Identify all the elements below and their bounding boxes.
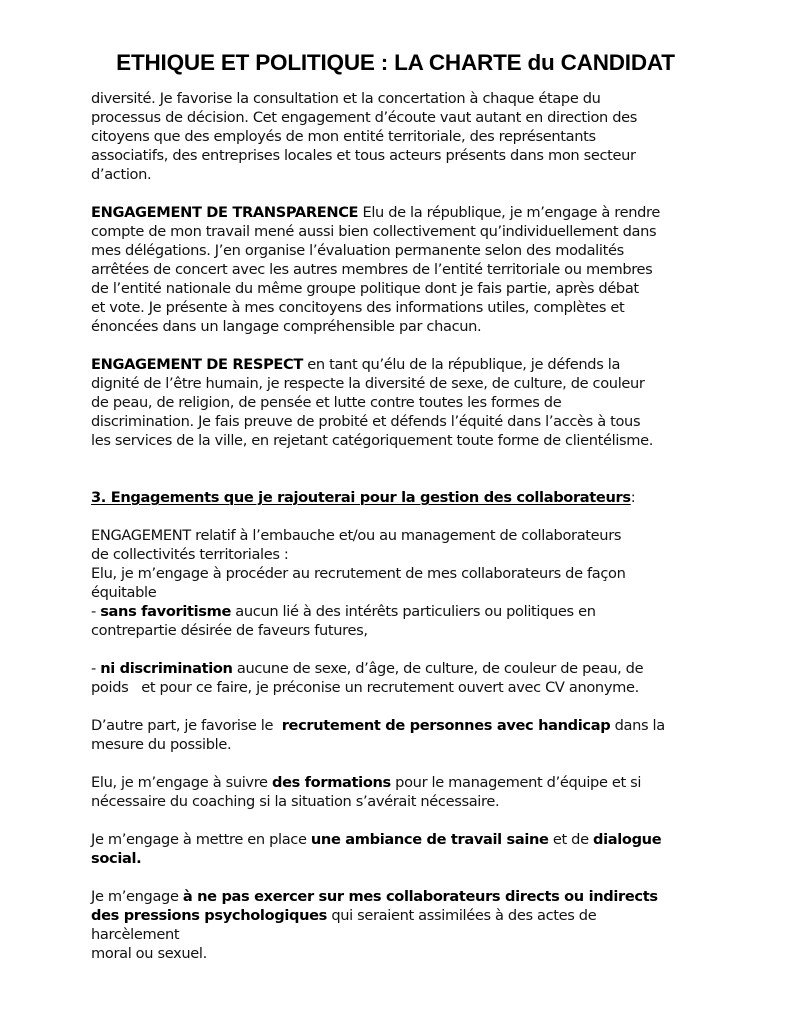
text-line: de l’entité nationale du même groupe politique dont je fais partie, après débat <box>91 280 639 297</box>
social-bold: social. <box>91 850 142 867</box>
text-span: qui seraient assimilées à des actes de <box>327 907 597 924</box>
discrimination-paragraph <box>91 659 731 697</box>
handicap-paragraph <box>91 716 731 754</box>
text-line <box>91 602 731 621</box>
dash: - <box>91 603 101 620</box>
text-line: mes délégations. J’en organise l’évaluation permanente selon des modalités <box>91 242 624 259</box>
paragraph-gap <box>91 811 731 830</box>
text-line: de peau, de religion, de pensée et lutte contre toutes les formes de <box>91 394 562 411</box>
text-line: mesure du possible. <box>91 736 232 753</box>
text-span: aucun lié à des intérêts particuliers ou politiques en <box>231 603 596 620</box>
text-span: Elu de la république, je m’engage à rendre <box>358 204 661 221</box>
ambiance-bold: une ambiance de travail saine <box>310 831 549 848</box>
paragraph-gap <box>91 640 731 659</box>
text-line: associatifs, des entreprises locales et tous acteurs présents dans mon secteur <box>91 147 636 164</box>
paragraph-gap <box>91 697 731 716</box>
discrimination-bold: ni discrimination <box>100 660 233 677</box>
text-line: Elu, je m’engage à procéder au recrutement de mes collaborateurs de façon <box>91 565 626 582</box>
section-3-heading-suffix: : <box>630 489 636 506</box>
text-line: les services de la ville, en rejetant catégoriquement toute forme de clientélisme. <box>91 432 654 449</box>
respect-heading: ENGAGEMENT DE RESPECT <box>91 356 304 373</box>
document-body <box>91 89 731 963</box>
text-line: diversité. Je favorise la consultation et la concertation à chaque étape du <box>91 90 601 107</box>
favoritisme-bold: sans favoritisme <box>100 603 232 620</box>
text-line: discrimination. Je fais preuve de probité et défends l’équité dans l’accès à tous <box>91 413 641 430</box>
paragraph-gap <box>91 507 731 526</box>
text-line: nécessaire du coaching si la situation s’avérait nécessaire. <box>91 793 500 810</box>
text-span: aucune de sexe, d’âge, de culture, de couleur de peau, de <box>232 660 644 677</box>
ambiance-paragraph <box>91 830 731 868</box>
text-span: Je m’engage à mettre en place <box>91 831 311 848</box>
text-line: d’action. <box>91 166 152 183</box>
text-line: citoyens que des employés de mon entité territoriale, des représentants <box>91 128 596 145</box>
text-line <box>91 355 731 374</box>
text-line: dignité de l’être humain, je respecte la diversité de sexe, de culture, de couleur <box>91 375 645 392</box>
pressions-bold: à ne pas exercer sur mes collaborateurs directs ou indirects <box>182 888 658 905</box>
text-line: ENGAGEMENT relatif à l’embauche et/ou au management de collaborateurs <box>91 527 622 544</box>
respect-paragraph <box>91 355 731 450</box>
document-title: ETHIQUE ET POLITIQUE : LA CHARTE du CANDIDAT <box>116 50 675 75</box>
text-line: équitable <box>91 584 157 601</box>
handicap-bold: recrutement de personnes avec handicap <box>281 717 611 734</box>
formations-paragraph <box>91 773 731 811</box>
text-line <box>91 659 731 678</box>
text-span: dans la <box>610 717 665 734</box>
text-span: Je m’engage <box>91 888 183 905</box>
text-line <box>91 716 731 735</box>
text-span: Elu, je m’engage à suivre <box>91 774 272 791</box>
paragraph-gap <box>91 450 731 488</box>
text-line: poids et pour ce faire, je préconise un recrutement ouvert avec CV anonyme. <box>91 679 639 696</box>
text-line <box>91 887 731 906</box>
text-span: pour le management d’équipe et si <box>390 774 642 791</box>
text-line: contrepartie désirée de faveurs futures, <box>91 622 368 639</box>
paragraph-gap <box>91 754 731 773</box>
dialogue-bold: dialogue <box>593 831 662 848</box>
paragraph-gap <box>91 184 731 203</box>
text-line: processus de décision. Cet engagement d’écoute vaut autant en direction des <box>91 109 638 126</box>
intro-paragraph <box>91 89 731 184</box>
text-line: de collectivités territoriales : <box>91 546 289 563</box>
section-3-heading-text: 3. Engagements que je rajouterai pour la gestion des collaborateurs <box>91 489 631 506</box>
pressions-paragraph <box>91 887 731 963</box>
dash: - <box>91 660 101 677</box>
text-line <box>91 203 731 222</box>
text-line <box>91 906 731 925</box>
paragraph-gap <box>91 868 731 887</box>
text-line <box>91 830 731 849</box>
transparence-heading: ENGAGEMENT DE TRANSPARENCE <box>91 204 359 221</box>
text-line: harcèlement <box>91 926 180 943</box>
text-span: et de <box>548 831 594 848</box>
text-line: et vote. Je présente à mes concitoyens des informations utiles, complètes et <box>91 299 625 316</box>
transparence-paragraph <box>91 203 731 336</box>
text-line: énoncées dans un langage compréhensible par chacun. <box>91 318 482 335</box>
text-line <box>91 773 731 792</box>
text-line: moral ou sexuel. <box>91 945 207 962</box>
text-line: compte de mon travail mené aussi bien collectivement qu’individuellement dans <box>91 223 657 240</box>
pressions-psychologiques-bold: des pressions psychologiques <box>91 907 328 924</box>
paragraph-gap <box>91 336 731 355</box>
text-span: en tant qu’élu de la république, je défends la <box>303 356 621 373</box>
embauche-paragraph <box>91 526 731 640</box>
text-span: D’autre part, je favorise le <box>91 717 282 734</box>
text-line: arrêtées de concert avec les autres membres de l’entité territoriale ou membres <box>91 261 653 278</box>
section-3-heading <box>91 488 731 507</box>
text-line <box>91 849 731 868</box>
formations-bold: des formations <box>271 774 391 791</box>
